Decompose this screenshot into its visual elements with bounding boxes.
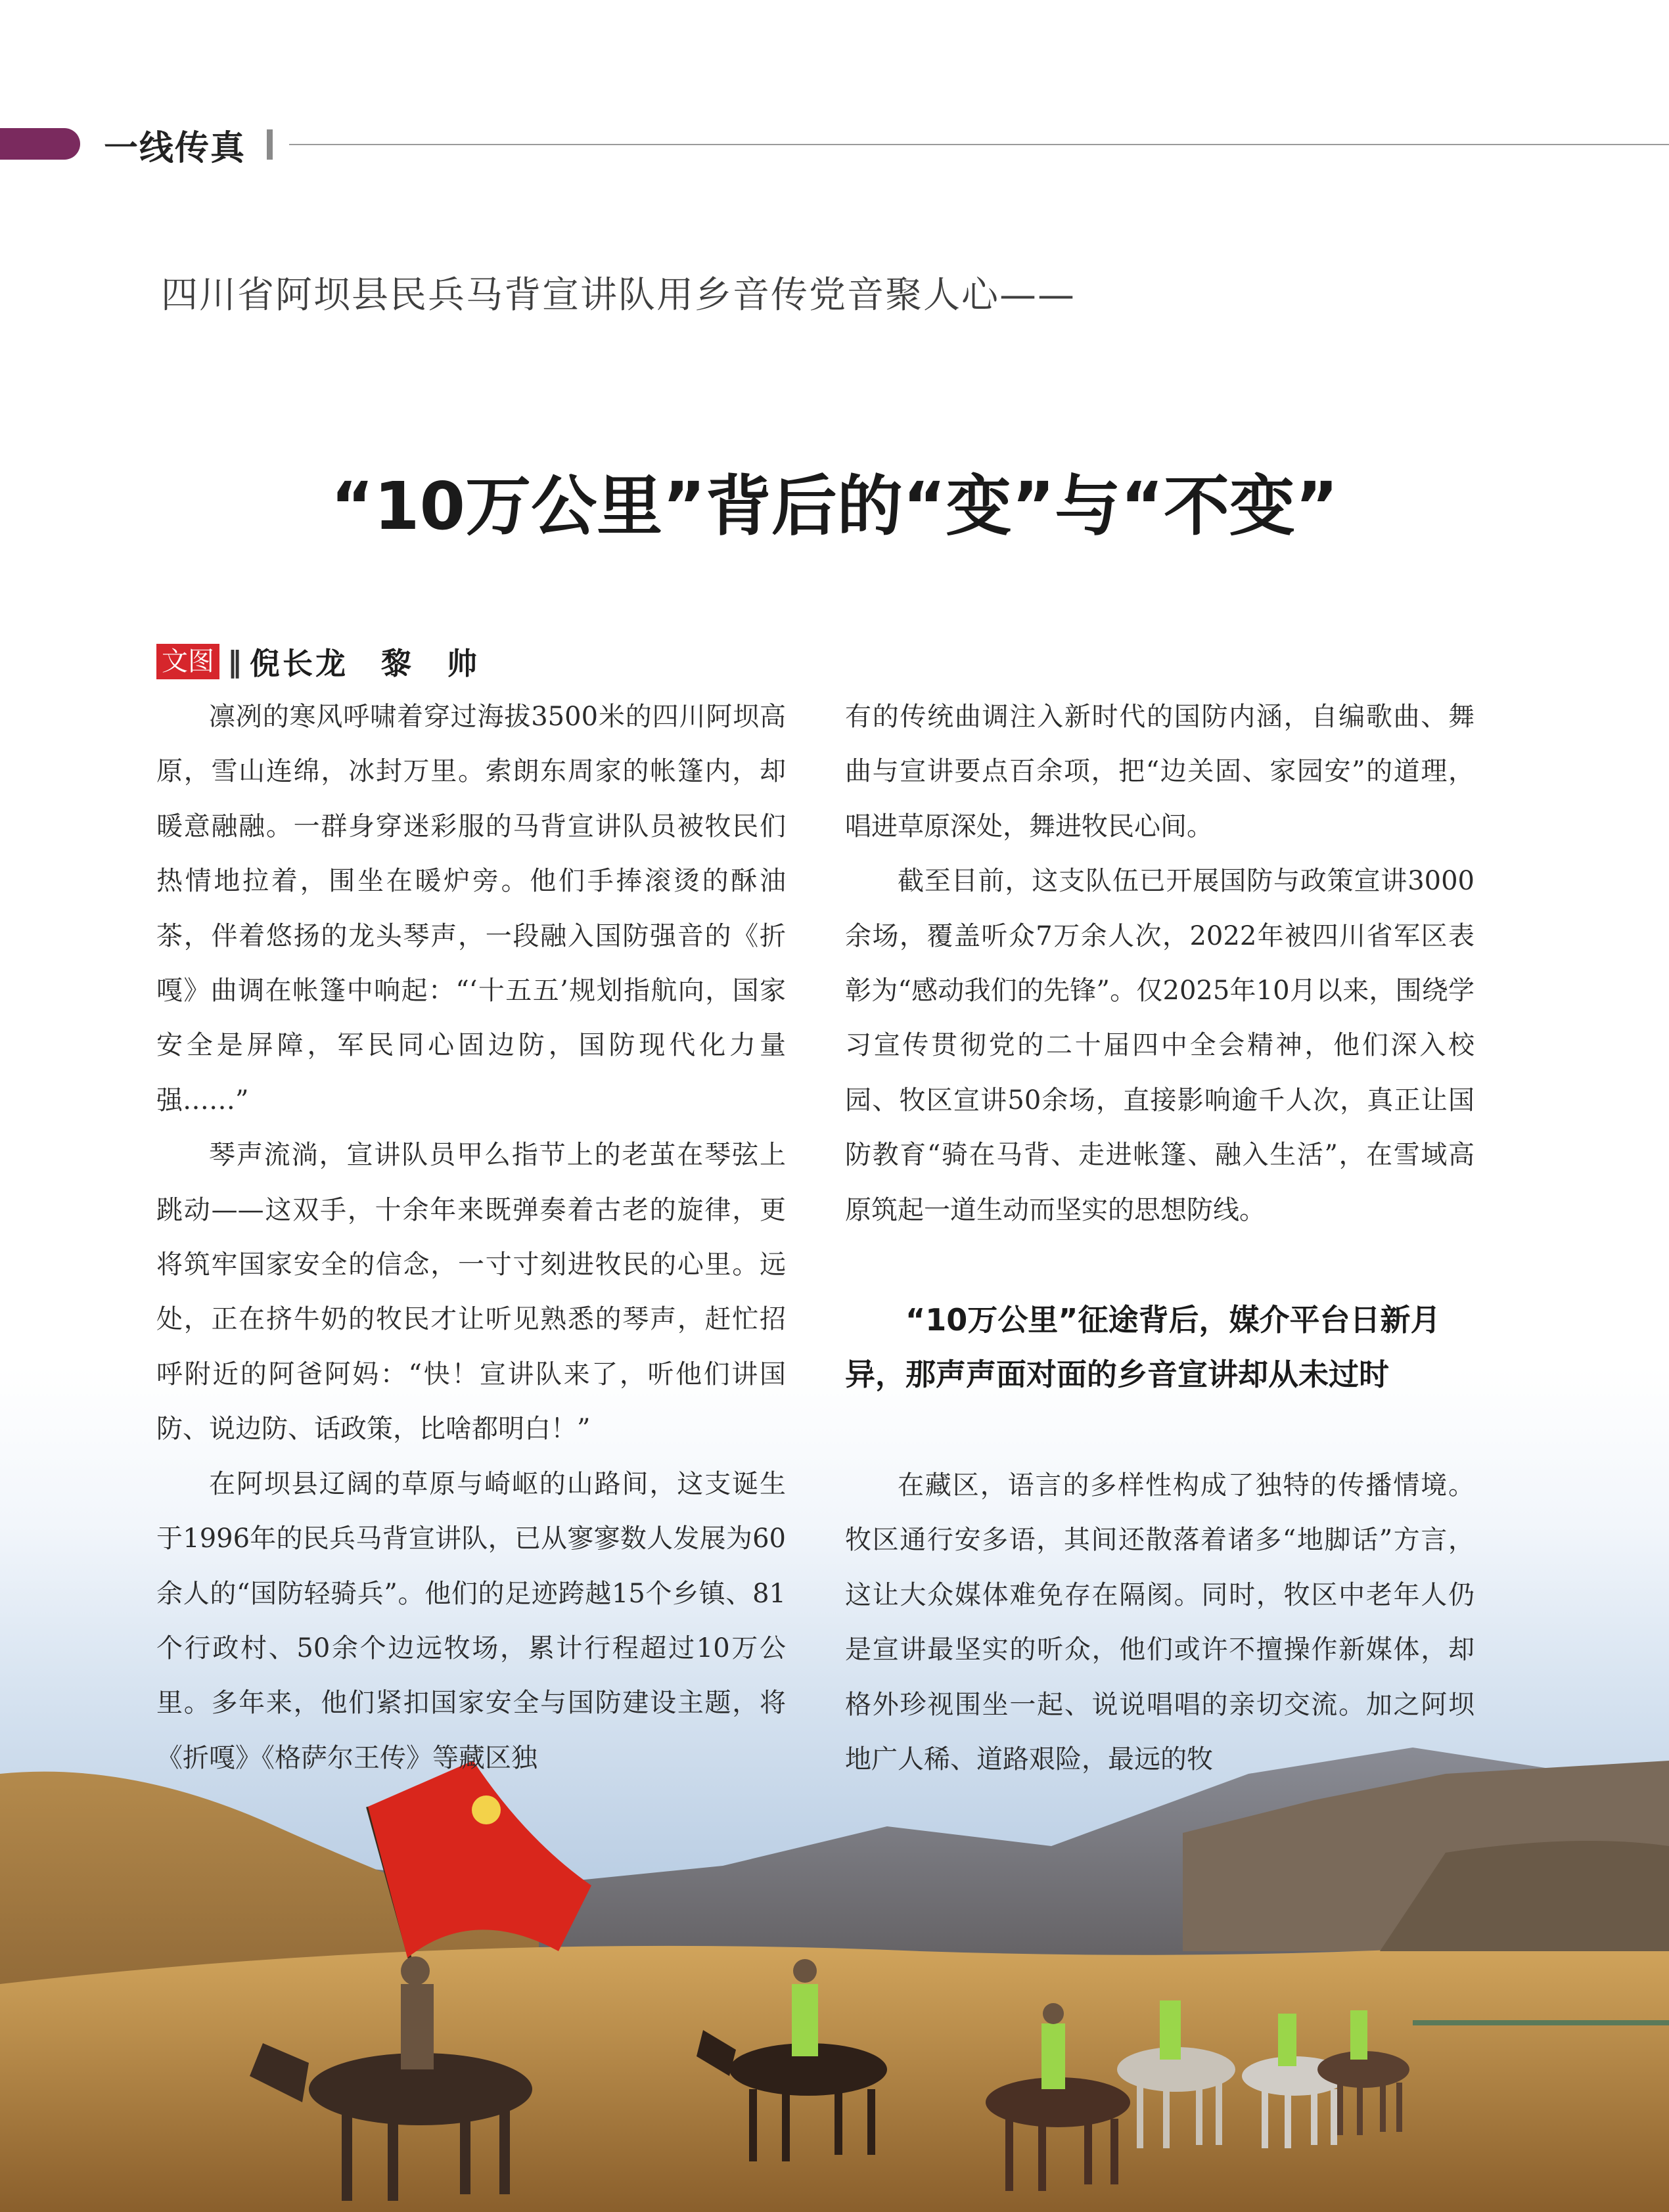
byline-separator: ‖: [227, 644, 242, 679]
horseback-team-photo: [0, 1734, 1669, 2212]
article-column-right-top: [845, 690, 1475, 1238]
body-paragraph-continued: 有的传统曲调注入新时代的国防内涵，自编歌曲、舞曲与宣讲要点百余项，把“边关固、家园安”的道理，唱进草原深处，舞进牧民心间。: [845, 702, 1475, 842]
byline-authors: 倪长龙 黎 帅: [250, 646, 480, 681]
section-rule: [289, 144, 1669, 145]
section-divider-bar: [267, 129, 273, 160]
section-title: 一线传真: [104, 129, 246, 168]
article-column-right-bottom: [845, 1458, 1475, 1787]
body-paragraph: 在阿坝县辽阔的草原与崎岖的山路间，这支诞生于1996年的民兵马背宣讲队，已从寥寥数人发展为60余人的“国防轻骑兵”。他们的足迹跨越15个乡镇、81个行政村、50余个边远牧场，累计行程超过10万公里。多年来，他们紧扣国家安全与国防建设主题，将《折嘎》《格萨尔王传》等藏区独: [156, 1468, 786, 1773]
body-paragraph: 在藏区，语言的多样性构成了独特的传播情境。牧区通行安多语，其间还散落着诸多“地脚话”方言，这让大众媒体难免存在隔阂。同时，牧区中老年人仍是宣讲最坚实的听众，他们或许不擅操作新媒体，却格外珍视围坐一起、说说唱唱的亲切交流。加之阿坝地广人稀、道路艰险，最远的牧: [845, 1470, 1475, 1775]
article-column-left: [156, 690, 786, 1786]
byline: [156, 643, 480, 681]
article-kicker: 四川省阿坝县民兵马背宣讲队用乡音传党音聚人心——: [161, 274, 1076, 317]
byline-tag: 文图: [156, 644, 219, 679]
body-paragraph: 琴声流淌，宣讲队员甲么指节上的老茧在琴弦上跳动——这双手，十余年来既弹奏着古老的旋律，更将筑牢国家安全的信念，一寸寸刻进牧民的心里。远处，正在挤牛奶的牧民才让听见熟悉的琴声，赶忙招呼附近的阿爸阿妈：“快！宣讲队来了，听他们讲国防、说边防、话政策，比啥都明白！”: [156, 1140, 786, 1445]
body-paragraph: 截至目前，这支队伍已开展国防与政策宣讲3000余场，覆盖听众7万余人次，2022年被四川省军区表彰为“感动我们的先锋”。仅2025年10月以来，围绕学习宣传贯彻党的二十届四中全会精神，他们深入校园、牧区宣讲50余场，直接影响逾千人次，真正让国防教育“骑在马背、走进帐篷、融入生活”，在雪域高原筑起一道生动而坚实的思想防线。: [845, 866, 1475, 1225]
section-tab-marker: [0, 128, 80, 160]
body-paragraph: 凛冽的寒风呼啸着穿过海拔3500米的四川阿坝高原，雪山连绵，冰封万里。索朗东周家的帐篷内，却暖意融融。一群身穿迷彩服的马背宣讲队员被牧民们热情地拉着，围坐在暖炉旁。他们手捧滚烫的酥油茶，伴着悠扬的龙头琴声，一段融入国防强音的《折嘎》曲调在帐篷中响起：“‘十五五’规划指航向，国家安全是屏障，军民同心固边防，国防现代化力量强……”: [156, 702, 786, 1116]
article-headline: “10万公里”背后的“变”与“不变”: [331, 468, 1338, 545]
article-subheading: “10万公里”征途背后，媒介平台日新月异，那声声面对面的乡音宣讲却从未过时: [845, 1302, 1441, 1392]
